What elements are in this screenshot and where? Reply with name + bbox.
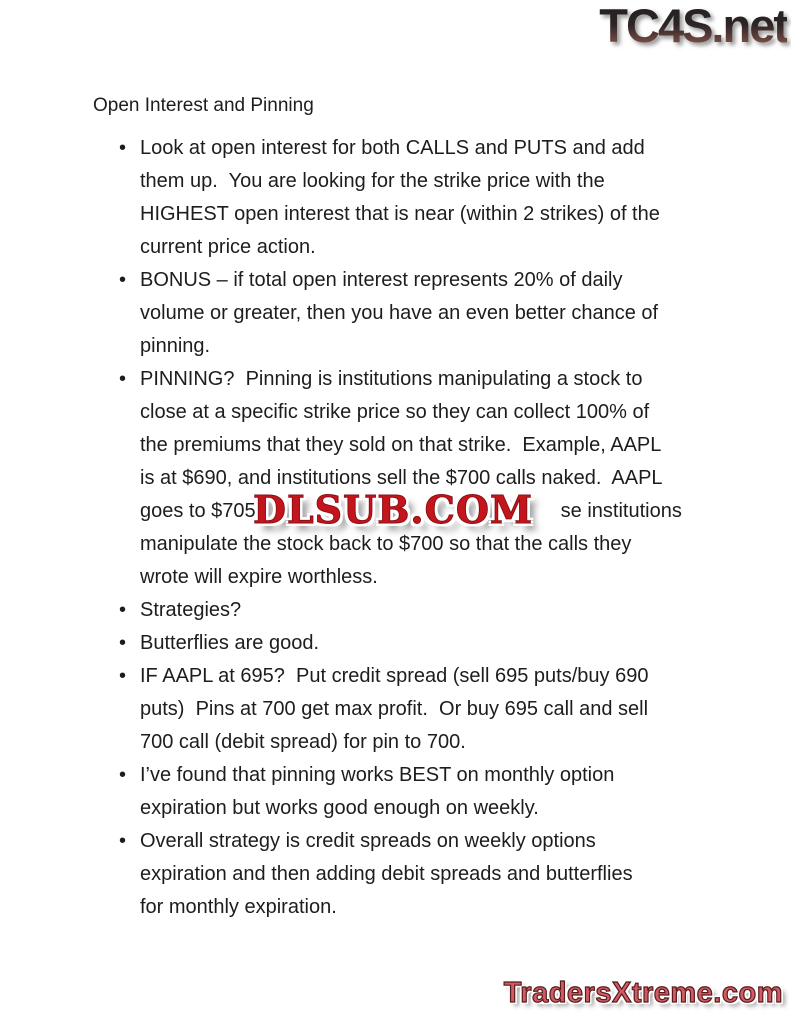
bullet-text (140, 759, 682, 825)
text-line: BONUS – if total open interest represents 20% of daily (140, 269, 623, 291)
text-line: volume or greater, then you have an even better chance of (140, 302, 659, 324)
text-line: I’ve found that pinning works BEST on monthly option (140, 764, 615, 786)
text-fragment-after-watermark: se institutions (560, 500, 682, 522)
text-line: HIGHEST open interest that is near (within 2 strikes) of the (140, 203, 660, 225)
bullet-marker-icon: • (119, 764, 127, 786)
text-line: Overall strategy is credit spreads on weekly options (140, 830, 596, 852)
bullet-item (93, 759, 682, 825)
text-line: the premiums that they sold on that strike. Example, AAPL (140, 434, 662, 456)
text-line: expiration but works good enough on weekly. (140, 797, 539, 819)
text-line: current price action. (140, 236, 316, 258)
bullet-item (93, 363, 682, 594)
text-line: is at $690, and institutions sell the $700 calls naked. AAPL (140, 467, 663, 489)
text-line: them up. You are looking for the strike price with the (140, 170, 605, 192)
bullet-item (93, 627, 682, 660)
text-line: Look at open interest for both CALLS and PUTS and add (140, 137, 645, 159)
text-line: puts) Pins at 700 get max profit. Or buy 695 call and sell (140, 698, 649, 720)
bullet-marker-icon: • (119, 269, 127, 291)
bullet-item (93, 264, 682, 363)
bullet-text (140, 132, 682, 264)
bullet-marker-icon: • (119, 368, 127, 390)
bullet-marker-icon: • (119, 665, 127, 687)
text-line: Strategies? (140, 599, 242, 621)
bullet-item (93, 660, 682, 759)
text-line: PINNING? Pinning is institutions manipulating a stock to (140, 368, 643, 390)
text-line: Butterflies are good. (140, 632, 319, 654)
tradersxtreme-site-logo: TradersXtreme.com (503, 977, 783, 1009)
text-line: manipulate the stock back to $700 so that the calls they (140, 533, 632, 555)
bullet-text (140, 627, 682, 660)
bullet-marker-icon: • (119, 599, 127, 621)
text-fragment-before-watermark: goes to $705 (140, 500, 256, 522)
bullet-item (93, 825, 682, 924)
bullet-item (93, 132, 682, 264)
dlsub-watermark: DLSUB.COM (253, 487, 534, 532)
text-line: 700 call (debit spread) for pin to 700. (140, 731, 466, 753)
bullet-marker-icon: • (119, 137, 127, 159)
text-line: close at a specific strike price so they can collect 100% of (140, 401, 650, 423)
bullet-marker-icon: • (119, 830, 127, 852)
bullet-marker-icon: • (119, 632, 127, 654)
text-line: pinning. (140, 335, 211, 357)
bullet-text (140, 660, 682, 759)
bullet-item (93, 594, 682, 627)
tc4s-site-logo: TC4S.net (599, 0, 787, 52)
text-line: IF AAPL at 695? Put credit spread (sell 695 puts/buy 690 (140, 665, 649, 687)
text-line: expiration and then adding debit spreads and butterflies (140, 863, 633, 885)
page-title: Open Interest and Pinning (93, 95, 314, 116)
text-line: wrote will expire worthless. (140, 566, 378, 588)
bullet-text (140, 825, 682, 924)
bullet-text (140, 264, 682, 363)
text-line: for monthly expiration. (140, 896, 337, 918)
bullet-text (140, 594, 682, 627)
bullet-text (140, 363, 682, 594)
